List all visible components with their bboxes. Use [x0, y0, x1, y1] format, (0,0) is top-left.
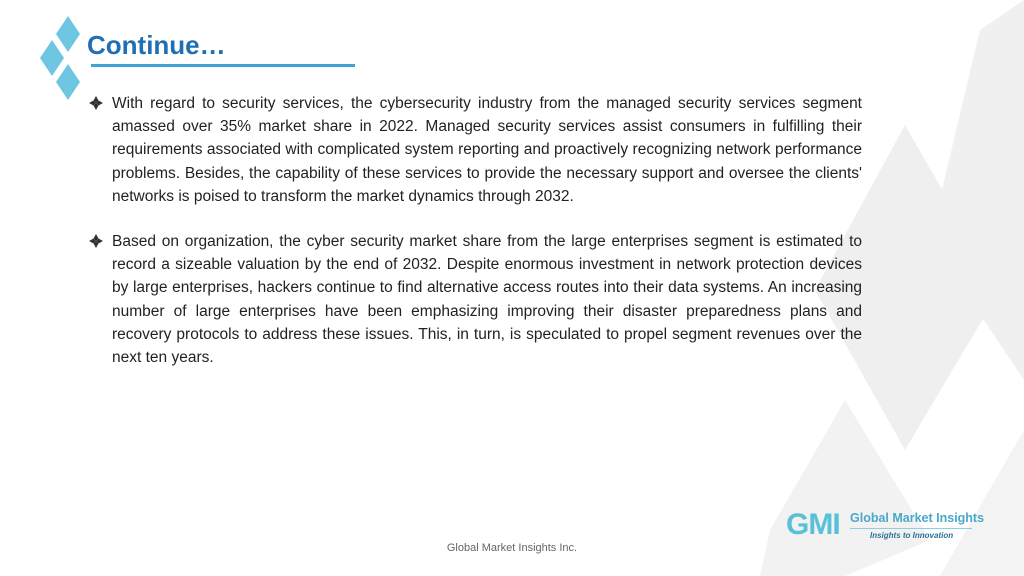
footer-text: Global Market Insights Inc. [446, 542, 578, 554]
diamond-bullet-icon [88, 233, 104, 249]
bullet-text: Based on organization, the cyber security market share from the large enterprises segment is estimated to record a sizeable valuation by the end of 2032. Despite enormous investment in network protection devices by large enterprises, hackers continue to find alternative access routes into their data systems. An increasing number of large enterprises have been emphasizing improving their disaster preparedness plans and recovery protocols to address these issues. This, in turn, is speculated to propel segment revenues over the next ten years. [112, 233, 862, 367]
logo-company-name: Global Market Insights [850, 511, 985, 525]
diamond-bullet-icon [88, 95, 104, 111]
title-underline [91, 64, 355, 67]
gmi-logo [786, 508, 985, 544]
logo-tagline: Insights to Innovation [870, 531, 954, 540]
bullet-text: With regard to security services, the cybersecurity industry from the managed security services segment amassed over 35% market share in 2022. Managed security services assist consumers in fulfilling their requirements associated with complicated system reporting and proactively recognizing network performance problems. Besides, the capability of these services to provide the necessary support and oversee the clients' networks is poised to transform the market dynamics through 2032. [112, 95, 862, 205]
logo-divider [850, 528, 972, 529]
slide-body [88, 92, 862, 391]
decorative-diamonds-icon [38, 16, 84, 106]
page-title: Continue… [87, 30, 226, 60]
bullet-item-large-enterprises [88, 230, 862, 369]
logo-mark: GMI [786, 508, 840, 541]
bullet-item-managed-security [88, 92, 862, 208]
